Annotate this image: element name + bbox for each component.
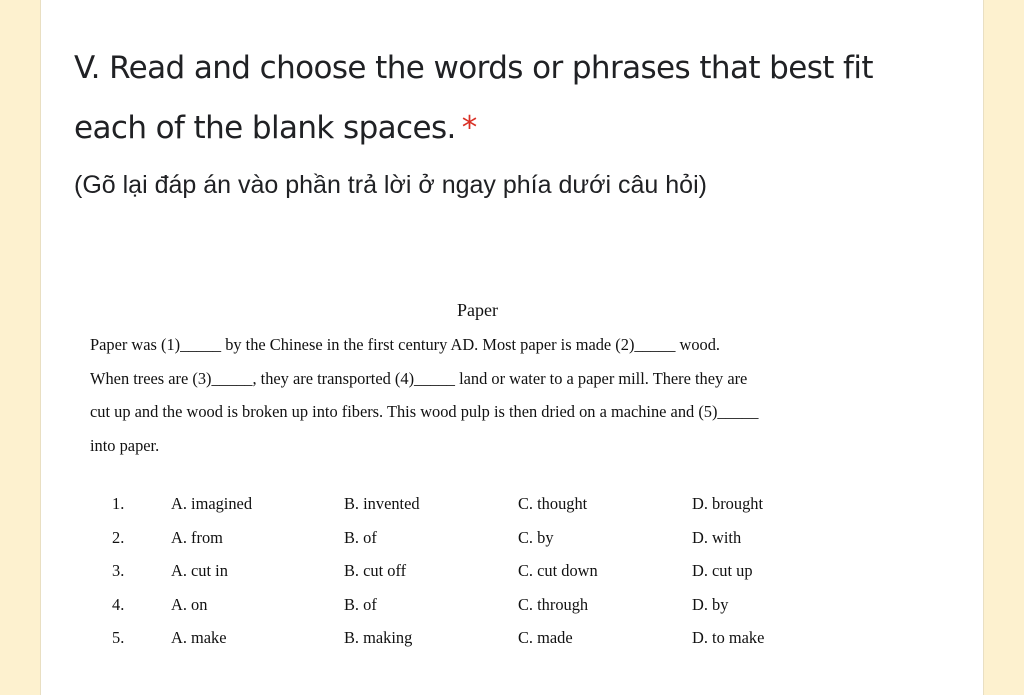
option-b: B. making (344, 628, 413, 647)
option-d: D. cut up (692, 561, 753, 580)
option-c: C. thought (518, 494, 588, 513)
item-number: 4. (112, 594, 125, 614)
option-b: B. of (344, 527, 377, 547)
option-b: B. invented (344, 494, 420, 513)
option-a: A. imagined (171, 494, 253, 513)
passage-line: into paper. (90, 435, 160, 455)
option-c: C. cut down (518, 561, 598, 580)
option-d: D. by (692, 594, 729, 614)
option-b: B. of (344, 594, 377, 614)
option-c: C. made (518, 628, 573, 647)
option-a: A. cut in (171, 561, 228, 580)
option-a: A. on (171, 594, 208, 614)
option-d: D. brought (692, 494, 764, 513)
passage-line: cut up and the wood is broken up into fibers. This wood pulp is then dried on a machine and (5)_____ (90, 402, 759, 421)
choice-row (90, 554, 865, 588)
question-title-text: V. Read and choose the words or phrases that best fit each of the blank spaces. (74, 50, 873, 146)
required-asterisk: * (461, 110, 477, 146)
item-number: 3. (112, 561, 125, 580)
question-image (90, 292, 865, 647)
option-c: C. through (518, 594, 589, 614)
passage-text (90, 328, 865, 462)
passage-line: Paper was (1)_____ by the Chinese in the first century AD. Most paper is made (2)_____ wood. (90, 335, 721, 354)
choice-row (90, 621, 865, 655)
option-a: A. from (171, 527, 223, 547)
option-d: D. to make (692, 628, 765, 647)
option-a: A. make (171, 628, 227, 647)
item-number: 5. (112, 628, 125, 647)
answer-choices (90, 487, 865, 655)
option-d: D. with (692, 527, 742, 547)
question-description: (Gõ lại đáp án vào phần trả lời ở ngay phía dưới câu hỏi) (74, 171, 707, 199)
choice-row (90, 588, 865, 622)
passage-line: When trees are (3)_____, they are transported (4)_____ land or water to a paper mill. There they are (90, 368, 748, 388)
choice-row (90, 487, 865, 521)
passage-title: Paper (457, 300, 498, 320)
option-c: C. by (518, 527, 554, 547)
item-number: 2. (112, 527, 125, 547)
choice-row (90, 521, 865, 555)
item-number: 1. (112, 494, 125, 513)
question-title (74, 38, 904, 158)
option-b: B. cut off (344, 561, 407, 580)
